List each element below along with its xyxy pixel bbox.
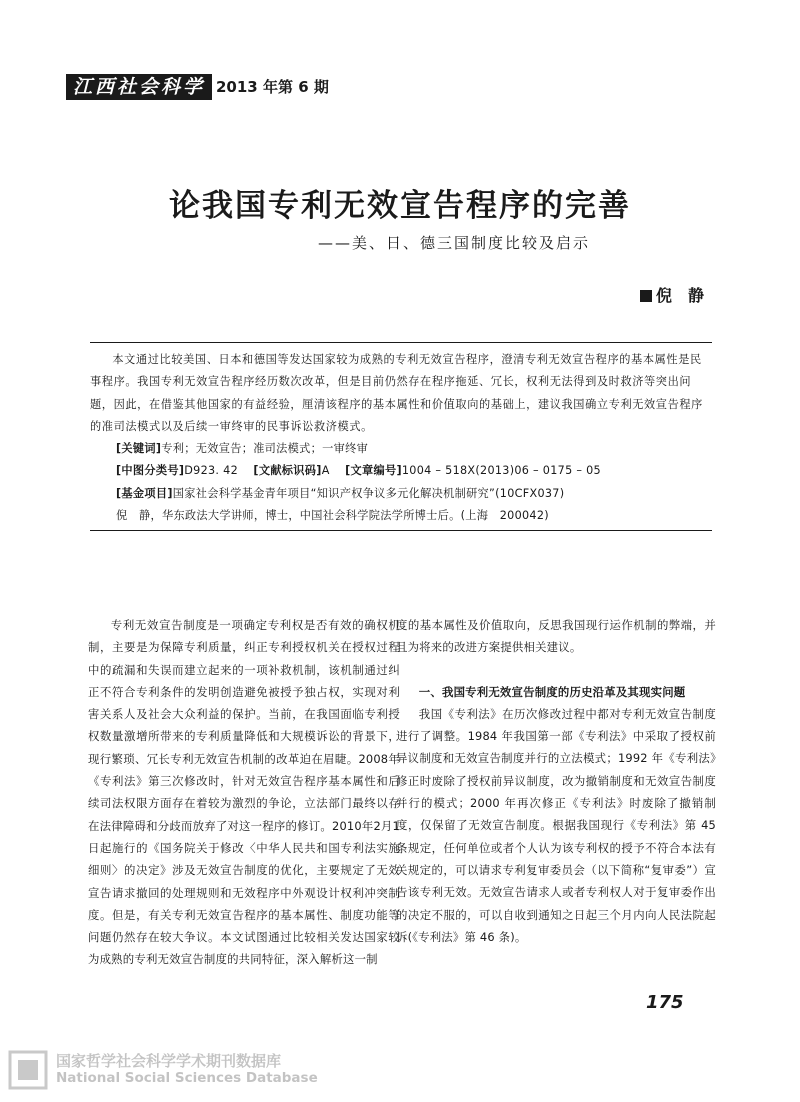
body-column-left [88, 614, 400, 971]
fund-line [116, 483, 710, 505]
square-bullet-icon [640, 290, 652, 302]
classification-line [116, 460, 710, 482]
body-paragraph: 专利无效宣告制度是一项确定专利权是否有效的确权机制，主要是为保障专利质量，纠正专利授权机关在授权过程中的疏漏和失误而建立起来的一项补救机制，该机制通过纠正不符合专利条件的发明创造避免被授予独占权，实现对利害关系人及社会大众利益的保护。当前，在我国面临专利授权数量激增所带来的专利质量降低和大规模诉讼的背景下，现行繁琐、冗长专利无效宣告机制的改革迫在眉睫。2008年《专利法》第三次修改时，针对无效宣告程序基本属性和后续司法权限方面存在着较为激烈的争论，立法部门最终以存在法律障碍和分歧而放弃了对这一程序的修订。2010年2月1日起施行的《国务院关于修改〈中华人民共和国专利法实施细则〉的决定》涉及无效宣告制度的优化，主要规定了无效宣告请求撤回的处理规则和无效程序中外观设计权利冲突制度。但是，有关专利无效宣告程序的基本属性、制度功能等问题仍然存在较大争议。本文试图通过比较相关发达国家较为成熟的专利无效宣告制度的共同特征，深入解析这一制 [88, 618, 400, 967]
author-name: 倪 静 [656, 286, 705, 305]
article-no: 1004 – 518X(2013)06 – 0175 – 05 [401, 464, 601, 477]
issue-label: 2013 年第 6 期 [216, 78, 329, 96]
section-heading: 一、我国专利无效宣告制度的历史沿革及其现实问题 [418, 684, 686, 699]
page-number: 175 [646, 992, 684, 1013]
article-title: 论我国专利无效宣告程序的完善 [169, 188, 631, 224]
watermark-en: National Social Sciences Database [56, 1070, 318, 1086]
article-no-label: [文章编号] [345, 464, 402, 477]
author-line [640, 283, 704, 306]
fund-text: 国家社会科学基金青年项目“知识产权争议多元化解决机制研究”(10CFX037) [172, 487, 565, 500]
journal-logo: 江西社会科学 [66, 74, 212, 100]
database-logo-icon [8, 1050, 48, 1090]
article-subtitle: ——美、日、德三国制度比较及启示 [318, 234, 591, 252]
doc-code-label: [文献标识码] [253, 464, 322, 477]
author-bio: 倪 静，华东政法大学讲师，博士，中国社会科学院法学所博士后。(上海 200042) [116, 509, 549, 522]
keywords-line [116, 438, 710, 460]
clc-label: [中图分类号] [116, 464, 185, 477]
database-watermark [8, 1048, 318, 1094]
doc-code: A [321, 464, 330, 477]
abstract: 本文通过比较美国、日本和德国等发达国家较为成熟的专利无效宣告程序，澄清专利无效宣告程序的基本属性是民事程序。我国专利无效宣告程序经历数次改革，但是目前仍然存在程序拖延、冗长，权利无法得到及时救济等突出问题，因此，在借鉴其他国家的有益经验，厘清该程序的基本属性和价值取向的基础上，建议我国确立专利无效宣告程序的准司法模式以及后续一审终审的民事诉讼救济模式。 [90, 353, 703, 433]
clc-code: D923. 42 [184, 464, 238, 477]
abstract-bottom-rule [90, 530, 712, 531]
watermark-cn: 国家哲学社会科学学术期刊数据库 [56, 1052, 282, 1070]
body-paragraph-continued: 度的基本属性及价值取向，反思我国现行运作机制的弊端，并且为将来的改进方案提供相关建议。 [396, 618, 716, 655]
body-column-right [396, 614, 716, 948]
keywords-label: [关键词] [116, 442, 162, 455]
abstract-top-rule [90, 342, 712, 343]
body-paragraph: 我国《专利法》在历次修改过程中都对专利无效宣告制度进行了调整。1984 年我国第一部《专利法》中采取了授权前异议制度和无效宣告制度并行的立法模式；1992 年《专利法》修正时废除了授权前异议制度，改为撤销制度和无效宣告制度并行的模式；2000 年再次修正《专利法》时废除了撤销制度，仅保留了无效宣告制度。根据我国现行《专利法》第 45 条规定，任何单位或者个人认为该专利权的授予不符合本法有关规定的，可以请求专利复审委员会（以下简称“复审委”）宣告该专利无效。无效宣告请求人或者专利权人对于复审委作出的决定不服的，可以自收到通知之日起三个月内向人民法院起诉(《专利法》第 46 条)。 [396, 706, 716, 944]
keywords: 专利；无效宣告；准司法模式；一审终审 [161, 442, 369, 455]
fund-label: [基金项目] [116, 487, 173, 500]
